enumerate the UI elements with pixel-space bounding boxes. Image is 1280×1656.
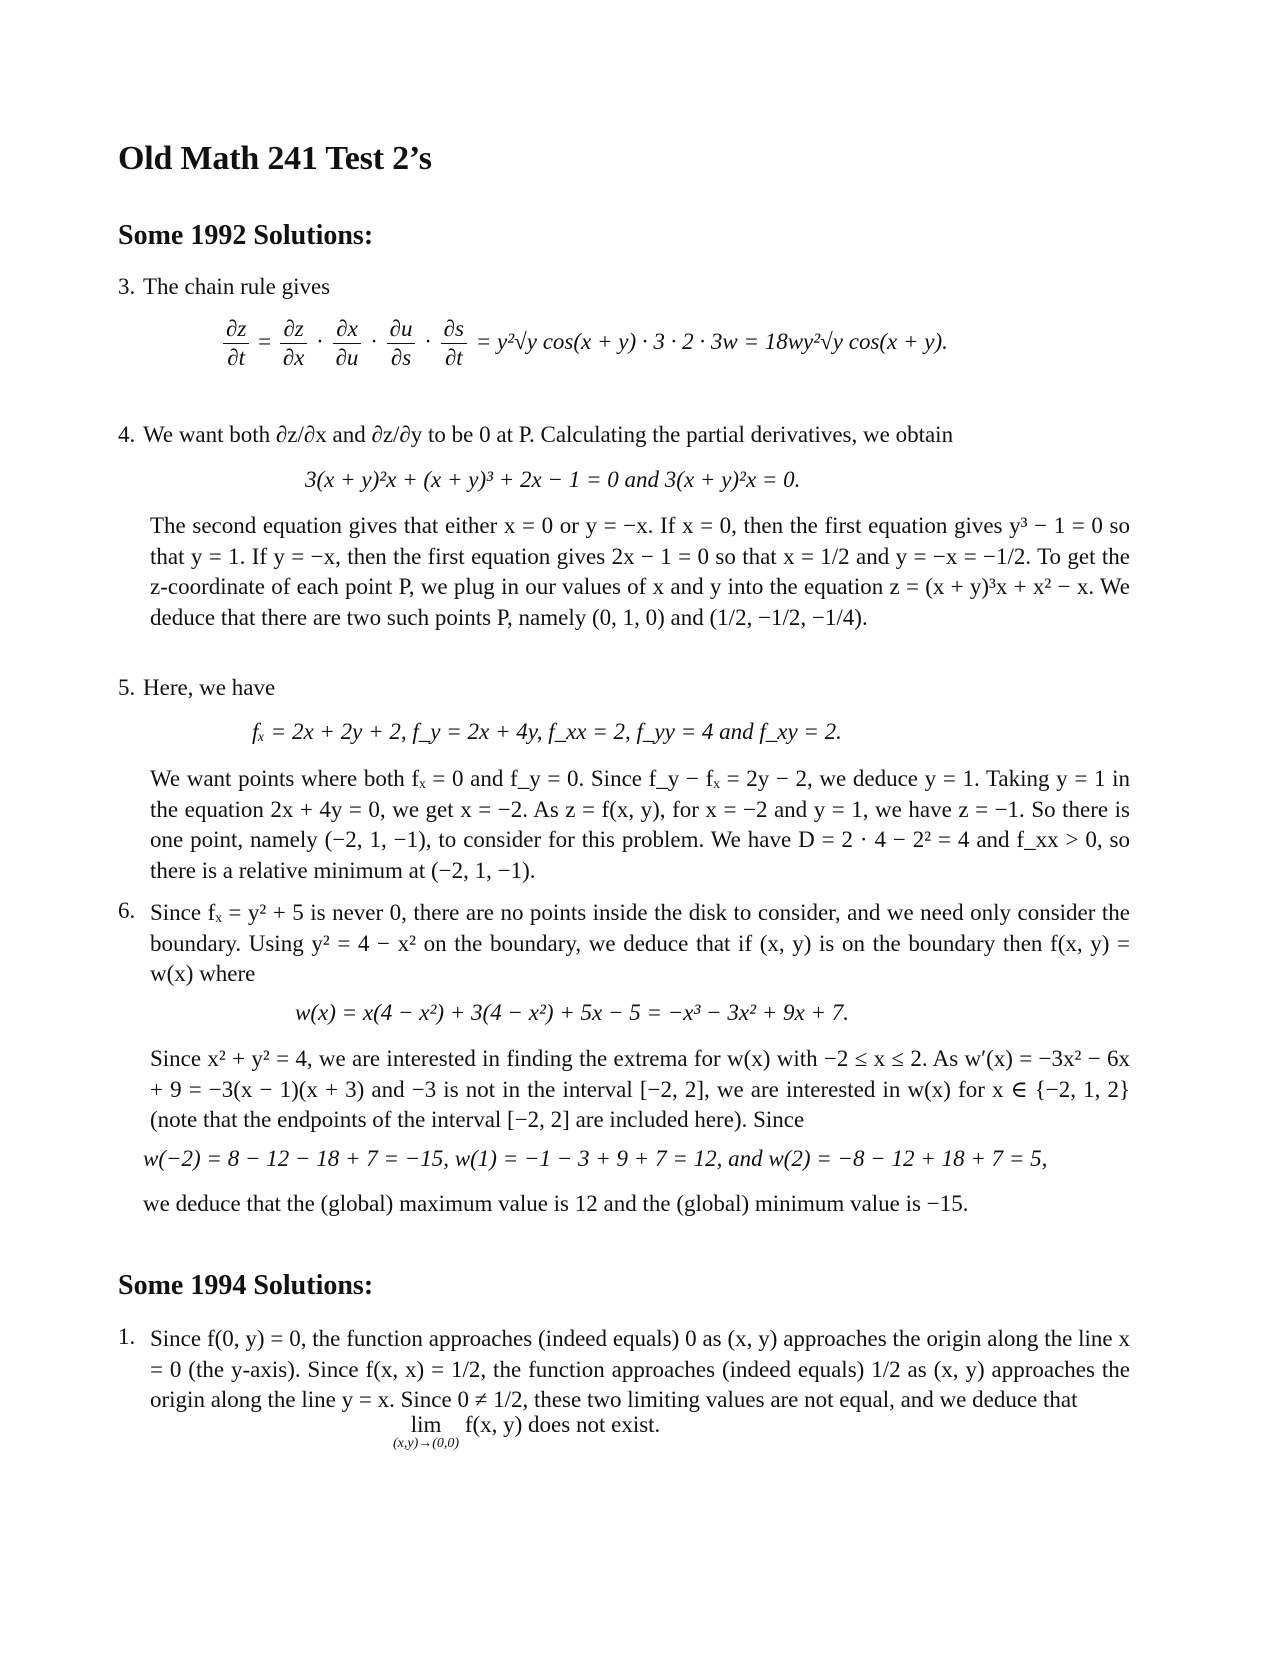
fraction-du-ds: $\frac{\partial u}{\partial s}$ [387,315,416,372]
item-number: 5. [118,675,136,700]
limit-expression [393,1413,660,1451]
item-intro: The chain rule gives [143,274,331,299]
section-heading-1994: Some 1994 Solutions: [118,1270,374,1301]
item-body: We want points where both fₓ = 0 and f_y = 0. Since f_y − fₓ = 2y − 2, we deduce y = 1. Taking y = 1 in the equation 2x + 4y = 0, we get x = −2. As z = f(x, y), for x = −2 and y = 1, we have z = −1. So there is one point, namely (−2, 1, −1), to consider for this problem. We have D = 2 · 4 − 2² = 4 and f_xx > 0, so there is a relative minimum at (−2, 1, −1). [150,766,1130,883]
critical-point-equations: 3(x + y)²x + (x + y)³ + 2x − 1 = 0 and 3(x + y)²x = 0. [305,467,801,492]
item-body: Since x² + y² = 4, we are interested in finding the extrema for w(x) with −2 ≤ x ≤ 2. As w′(x) = −3x² − 6x + 9 = −3(x − 1)(x + 3) and −3 is not in the interval [−2, 2], we are interested in w(x) for x ∈ {−2, 1, 2} (note that the endpoints of the interval [−2, 2] are included here). Since [150,1046,1130,1132]
item-number: 6. [118,898,136,923]
chain-rule-result: = y²√y cos(x + y) · 3 · 2 · 3w = 18wy²√y cos(x + y). [475,328,948,354]
fraction-dz-dx: $\frac{\partial z}{\partial x}$ [280,315,308,372]
item-intro: Since fₓ = y² + 5 is never 0, there are no points inside the disk to consider, and we need only consider the boundary. Using y² = 4 − x² on the boundary, we deduce that if (x, y) is on the boundary then f(x, y) = w(x) where [150,900,1130,986]
w-values-equation: w(−2) = 8 − 12 − 18 + 7 = −15, w(1) = −1 − 3 + 9 + 7 = 12, and w(2) = −8 − 12 + 18 + 7 = 5, [143,1146,1048,1171]
partial-derivatives-equation: fₓ = 2x + 2y + 2, f_y = 2x + 4y, f_xx = 2, f_yy = 4 and f_xy = 2. [252,719,842,744]
fraction-dz-dt: $\frac{\partial z}{\partial t}$ [223,315,249,372]
fraction-dx-du: $\frac{\partial x}{\partial u}$ [333,315,362,372]
item-conclusion: we deduce that the (global) maximum value is 12 and the (global) minimum value is −15. [143,1191,969,1216]
w-of-x-equation: w(x) = x(4 − x²) + 3(4 − x²) + 5x − 5 = −x³ − 3x² + 9x + 7. [295,1000,850,1025]
item-intro: Here, we have [143,675,276,700]
item-body: Since f(0, y) = 0, the function approaches (indeed equals) 0 as (x, y) approaches the origin along the line x = 0 (the y-axis). Since f(x, x) = 1/2, the function approaches (indeed equals) 1/2 as (x, y) approaches the origin along the line y = x. Since 0 ≠ 1/2, these two limiting values are not equal, and we deduce that [150,1326,1130,1412]
limit-operator: lim (x,y)→(0,0) [393,1412,460,1451]
chain-rule-equation: $\frac{\partial z}{\partial t}$ = $\frac{\partial z}{\partial x}$ · $\frac{\partial x}{\partial u}$ · $\frac{\partial u}{\partial s}$ · $\frac{\partial s}{\partial t}$ = y²√y cos(x + y) · 3 · 2 · 3w = 18wy²√y cos(x + y). [220,315,948,372]
page-title: Old Math 241 Test 2’s [118,140,432,177]
limit-tail: f(x, y) does not exist. [464,1412,661,1437]
section-heading-1992: Some 1992 Solutions: [118,220,374,251]
item-number: 4. [118,422,136,447]
item-body: The second equation gives that either x = 0 or y = −x. If x = 0, then the first equation gives y³ − 1 = 0 so that y = 1. If y = −x, then the first equation gives 2x − 1 = 0 so that x = 1/2 and y = −x = −1/2. To get the z-coordinate of each point P, we plug in our values of x and y into the equation z = (x + y)³x + x² − x. We deduce that there are two such points P, namely (0, 1, 0) and (1/2, −1/2, −1/4). [150,513,1130,630]
item-number: 3. [118,274,136,299]
item-number: 1. [118,1324,136,1349]
item-intro: We want both ∂z/∂x and ∂z/∂y to be 0 at P. Calculating the partial derivatives, we obtain [143,422,954,447]
fraction-ds-dt: $\frac{\partial s}{\partial t}$ [441,315,467,372]
